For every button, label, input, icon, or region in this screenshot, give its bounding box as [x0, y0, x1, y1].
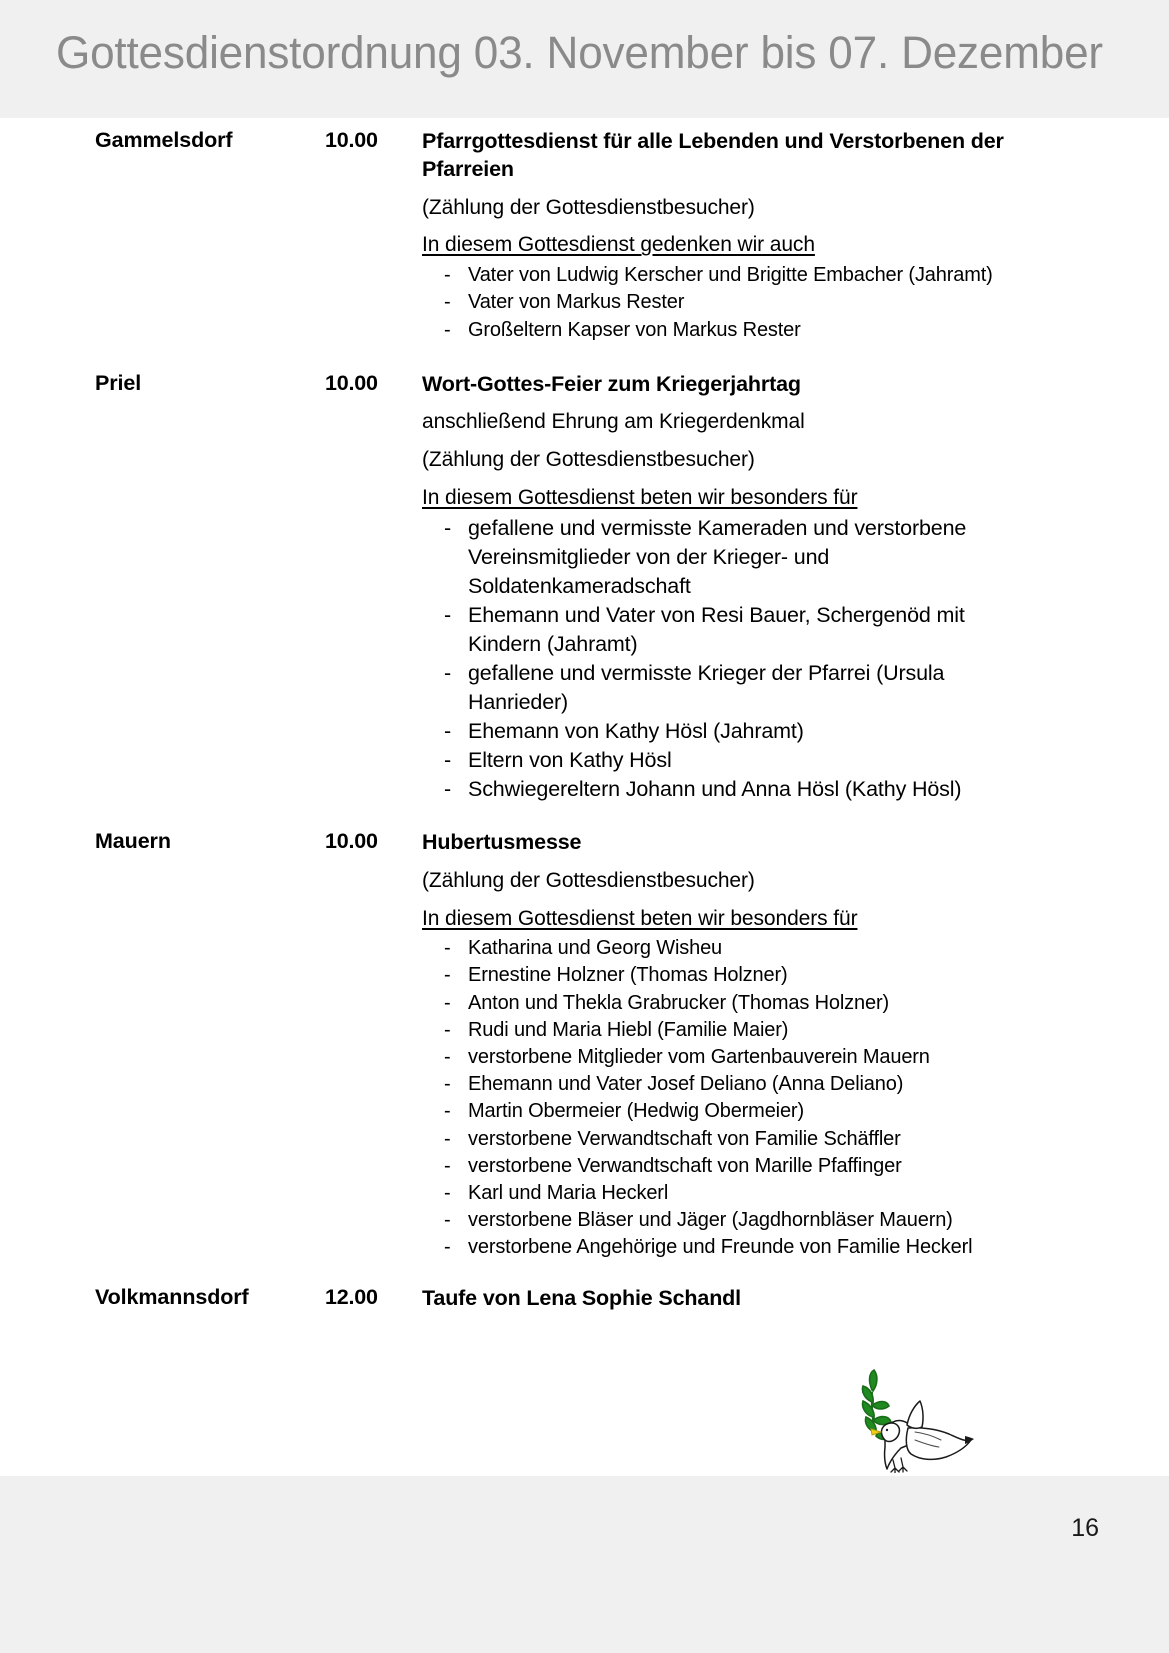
service-intention-heading: In diesem Gottesdienst gedenken wir auch [422, 233, 815, 257]
service-intention-heading: In diesem Gottesdienst beten wir besonders für [422, 906, 858, 930]
list-item-text: Rudi und Maria Hiebl (Familie Maier) [468, 1018, 789, 1041]
list-item-text: Großeltern Kapser von Markus Rester [468, 318, 801, 341]
bullet-dash-icon: - [444, 1209, 451, 1232]
list-item [444, 262, 1042, 289]
list-item [444, 289, 1042, 316]
service-title: Wort-Gottes-Feier zum Kriegerjahrtag [422, 371, 801, 396]
list-item [444, 1180, 1042, 1207]
service-extra-note: anschließend Ehrung am Kriegerdenkmal [422, 410, 805, 434]
bullet-dash-icon: - [444, 264, 451, 287]
service-time: 10.00 [325, 128, 378, 152]
service-place: Mauern [95, 829, 171, 854]
list-item [444, 746, 1042, 775]
service-title: Taufe von Lena Sophie Schandl [422, 1285, 741, 1310]
service-time: 10.00 [325, 829, 378, 854]
list-item-text: Eltern von Kathy Hösl [468, 748, 672, 773]
page-title: Gottesdienstordnung 03. November bis 07. Dezember [56, 27, 1103, 78]
service-intention-list [422, 514, 1042, 804]
list-item-text: verstorbene Bläser und Jäger (Jagdhornbläser Mauern) [468, 1209, 953, 1232]
service-detail [422, 828, 1042, 1261]
bullet-dash-icon: - [444, 777, 452, 802]
service-detail [422, 127, 1042, 344]
dove-with-olive-branch-icon [845, 1368, 975, 1473]
service-time: 12.00 [325, 1284, 378, 1309]
service-entry [0, 370, 1169, 805]
bullet-dash-icon: - [444, 991, 451, 1014]
list-item [444, 935, 1042, 962]
list-item [444, 1153, 1042, 1180]
bullet-dash-icon: - [444, 1018, 451, 1041]
list-item-text: Vater von Ludwig Kerscher und Brigitte Embacher (Jahramt) [468, 264, 993, 287]
bullet-dash-icon: - [444, 1236, 451, 1259]
bullet-dash-icon: - [444, 748, 452, 773]
list-item-text: verstorbene Verwandtschaft von Familie Schäffler [468, 1127, 901, 1150]
page-header-band [0, 0, 1169, 118]
service-subtitle: (Zählung der Gottesdienstbesucher) [422, 868, 755, 892]
service-subtitle: (Zählung der Gottesdienstbesucher) [422, 195, 755, 219]
service-subtitle: (Zählung der Gottesdienstbesucher) [422, 447, 755, 471]
service-intention-list [422, 262, 1042, 344]
list-item [444, 962, 1042, 989]
page-number: 16 [1071, 1514, 1099, 1542]
list-item-text: Ehemann und Vater Josef Deliano (Anna Deliano) [468, 1073, 904, 1096]
list-item [444, 775, 1042, 804]
bullet-dash-icon: - [444, 1127, 451, 1150]
list-item-text: verstorbene Mitglieder vom Gartenbauverein Mauern [468, 1046, 930, 1068]
bullet-dash-icon: - [444, 1100, 451, 1123]
list-item [444, 1071, 1042, 1098]
bullet-dash-icon: - [444, 719, 452, 744]
service-detail [422, 1284, 1042, 1312]
service-intention-heading: In diesem Gottesdienst beten wir besonders für [422, 485, 858, 509]
list-item [444, 659, 1042, 717]
service-schedule-list [0, 118, 1169, 1330]
service-intention-list [422, 935, 1042, 1261]
list-item [444, 717, 1042, 746]
service-entry [0, 828, 1169, 1261]
bullet-dash-icon: - [444, 1073, 451, 1096]
list-item [444, 990, 1042, 1017]
list-item-text: Karl und Maria Heckerl [468, 1181, 669, 1204]
list-item [444, 1234, 1042, 1261]
list-item-text: Anton und Thekla Grabrucker (Thomas Holzner) [468, 991, 889, 1014]
list-item [444, 514, 1042, 601]
list-item-text: Schwiegereltern Johann und Anna Hösl (Kathy Hösl) [468, 777, 962, 802]
list-item-text: Ernestine Holzner (Thomas Holzner) [468, 964, 788, 987]
bullet-dash-icon: - [444, 1046, 451, 1068]
bullet-dash-icon: - [444, 1154, 451, 1177]
list-item-text: Martin Obermeier (Hedwig Obermeier) [468, 1100, 804, 1123]
list-item [444, 1017, 1042, 1044]
service-place: Volkmannsdorf [95, 1284, 249, 1309]
list-item-text: Katharina und Georg Wisheu [468, 937, 723, 960]
service-detail [422, 370, 1042, 805]
list-item [444, 1044, 1042, 1071]
service-time: 10.00 [325, 370, 378, 395]
service-place: Priel [95, 370, 142, 395]
list-item [444, 1126, 1042, 1153]
list-item-text: Vater von Markus Rester [468, 291, 685, 314]
list-item-text: verstorbene Verwandtschaft von Marille Pfaffinger [468, 1154, 902, 1177]
bullet-dash-icon: - [444, 318, 451, 341]
page-footer-band [0, 1476, 1169, 1653]
bullet-dash-icon: - [444, 1181, 451, 1204]
bullet-dash-icon: - [444, 964, 451, 987]
list-item-text: gefallene und vermisste Krieger der Pfarrei (Ursula Hanrieder) [468, 661, 945, 715]
bullet-dash-icon: - [444, 661, 452, 686]
service-entry [0, 127, 1169, 344]
list-item [444, 1098, 1042, 1125]
service-title: Hubertusmesse [422, 830, 582, 855]
list-item [444, 317, 1042, 344]
bullet-dash-icon: - [444, 516, 452, 541]
bullet-dash-icon: - [444, 937, 451, 960]
list-item-text: gefallene und vermisste Kameraden und verstorbene Vereinsmitglieder von der Krieger- und Soldatenkameradschaft [468, 516, 967, 599]
list-item-text: Ehemann von Kathy Hösl (Jahramt) [468, 719, 804, 744]
list-item [444, 601, 1042, 659]
list-item [444, 1207, 1042, 1234]
bullet-dash-icon: - [444, 291, 451, 314]
list-item-text: verstorbene Angehörige und Freunde von Familie Heckerl [468, 1236, 973, 1259]
service-title: Pfarrgottesdienst für alle Lebenden und Verstorbenen der Pfarreien [422, 129, 1004, 182]
bullet-dash-icon: - [444, 603, 452, 628]
service-place: Gammelsdorf [95, 128, 233, 152]
list-item-text: Ehemann und Vater von Resi Bauer, Schergenöd mit Kindern (Jahramt) [468, 603, 965, 657]
service-entry [0, 1284, 1169, 1312]
